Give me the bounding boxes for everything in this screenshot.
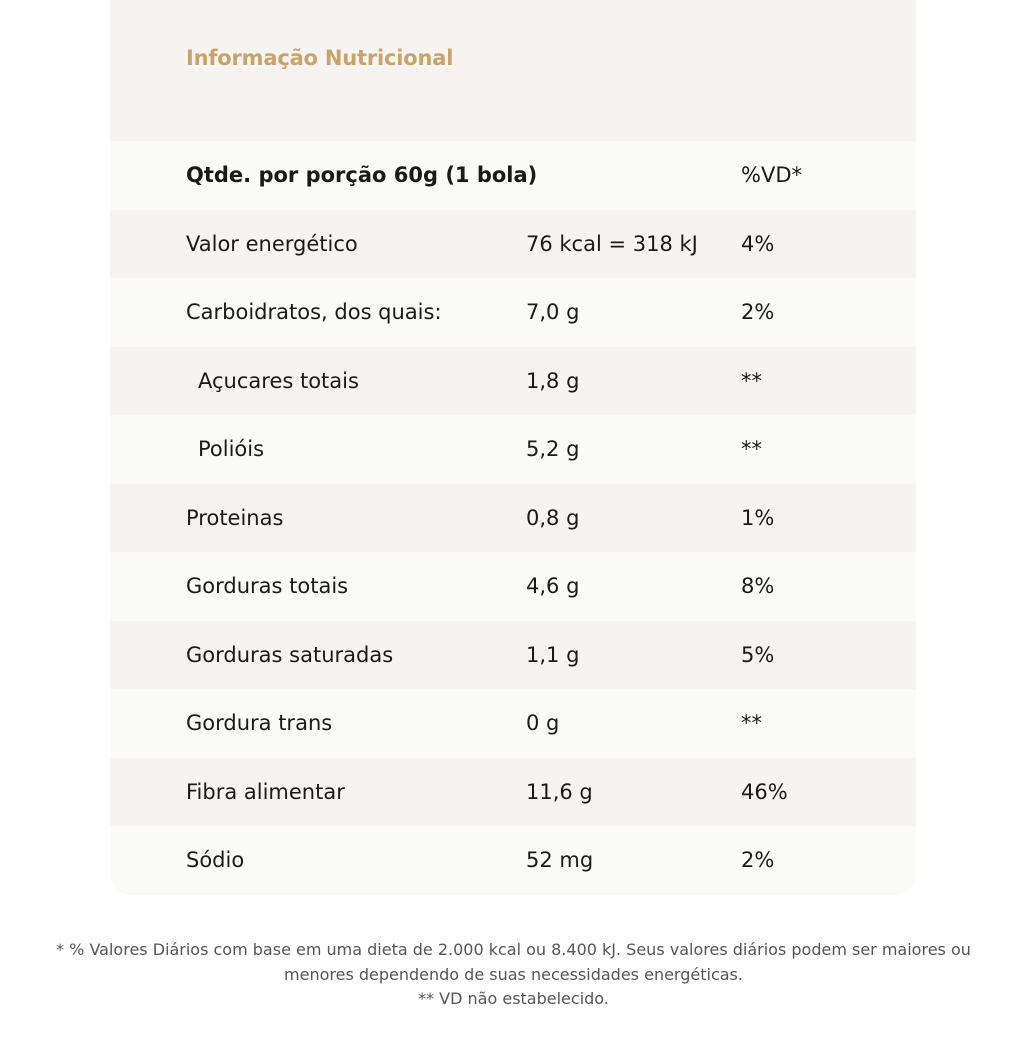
nutrient-vd: 8% (741, 574, 775, 599)
table-header-row (110, 141, 916, 210)
table-row (110, 484, 916, 553)
nutrient-value: 1,8 g (526, 368, 580, 393)
nutrient-value: 1,1 g (526, 642, 580, 667)
nutrition-title: Informação Nutricional (186, 46, 454, 70)
nutrient-vd: 1% (741, 505, 775, 530)
panel-header (110, 0, 916, 141)
table-row (110, 621, 916, 690)
nutrient-name: Carboidratos, dos quais: (186, 300, 442, 325)
nutrient-vd: ** (741, 711, 762, 736)
nutrient-name: Açucares totais (198, 368, 359, 393)
nutrient-value: 0 g (526, 711, 560, 736)
nutrient-vd: 2% (741, 300, 775, 325)
nutrient-value: 52 mg (526, 848, 594, 873)
nutrient-value: 76 kcal = 318 kJ (526, 231, 698, 256)
table-row (110, 347, 916, 416)
nutrition-panel (110, 0, 916, 895)
nutrient-value: 11,6 g (526, 779, 593, 804)
nutrient-name: Gordura trans (186, 711, 333, 736)
nutrient-vd: ** (741, 368, 762, 393)
nutrient-vd: ** (741, 437, 762, 462)
nutrient-name: Polióis (198, 437, 265, 462)
nutrient-name: Gorduras saturadas (186, 642, 394, 667)
vd-header: %VD* (741, 163, 802, 188)
table-row (110, 278, 916, 347)
table-row (110, 689, 916, 758)
nutrient-vd: 2% (741, 848, 775, 873)
footnote (0, 938, 1027, 1012)
nutrient-value: 0,8 g (526, 505, 580, 530)
table-row (110, 758, 916, 827)
footnote-line: ** VD não estabelecido. (418, 989, 609, 1008)
table-row (110, 210, 916, 279)
nutrient-name: Sódio (186, 848, 245, 873)
nutrient-vd: 46% (741, 779, 788, 804)
nutrient-vd: 4% (741, 231, 775, 256)
footnote-line: menores dependendo de suas necessidades energéticas. (284, 964, 743, 984)
table-row (110, 552, 916, 621)
nutrient-name: Gorduras totais (186, 574, 349, 599)
nutrient-value: 7,0 g (526, 300, 580, 325)
serving-size-label: Qtde. por porção 60g (1 bola) (186, 163, 538, 188)
footnote-line: * % Valores Diários com base em uma dieta de 2.000 kcal ou 8.400 kJ. Seus valores diários podem ser maiores ou (56, 940, 971, 959)
nutrient-vd: 5% (741, 642, 775, 667)
nutrient-value: 5,2 g (526, 437, 580, 462)
table-row (110, 826, 916, 895)
nutrient-name: Valor energético (186, 231, 358, 256)
nutrient-value: 4,6 g (526, 574, 580, 599)
nutrient-name: Fibra alimentar (186, 779, 345, 804)
table-row (110, 415, 916, 484)
nutrient-name: Proteinas (186, 505, 284, 530)
